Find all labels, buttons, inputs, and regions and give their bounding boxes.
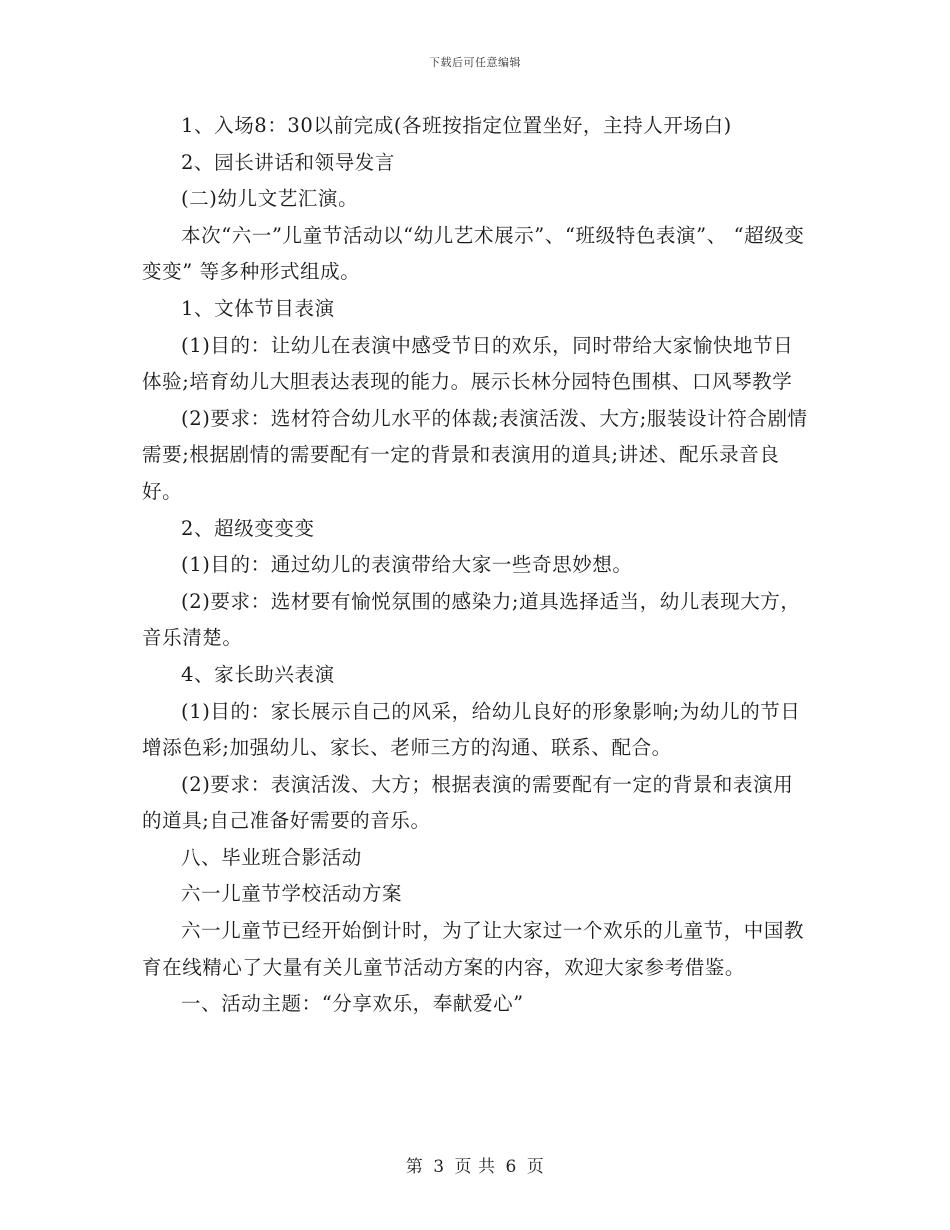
paragraph-plan-title: 六一儿童节学校活动方案: [181, 882, 403, 906]
footer-middle: 页 共: [454, 1157, 496, 1177]
paragraph-item-1-title: 1、文体节目表演: [181, 296, 335, 320]
paragraph-item-4-goal: (1)目的：家长展示自己的风采，给幼儿良好的形象影响;为幼儿的节日增添色彩;加强幼儿、家长、老师三方的沟通、联系、配合。: [142, 699, 801, 760]
page-header-note: 下载后可任意编辑: [429, 56, 521, 69]
paragraph-section-eight: 八、毕业班合影活动: [181, 845, 362, 869]
paragraph-speech: 2、园长讲话和领导发言: [181, 150, 396, 174]
paragraph-item-2-goal: (1)目的：通过幼儿的表演带给大家一些奇思妙想。: [181, 553, 633, 577]
paragraph-item-1-requirement: (2)要求：选材符合幼儿水平的体裁;表演活泼、大方;服装设计符合剧情需要;根据剧情的需要配有一定的背景和表演用的道具;讲述、配乐录音良好。: [142, 406, 808, 503]
paragraph-theme: 一、活动主题：“分享欢乐，奉献爱心”: [181, 992, 524, 1016]
paragraph-section-performance: (二)幼儿文艺汇演。: [181, 187, 359, 211]
paragraph-item-1-goal: (1)目的：让幼儿在表演中感受节日的欢乐，同时带给大家愉快地节日体验;培育幼儿大胆表达表现的能力。展示长林分园特色围棋、口风琴教学: [142, 333, 794, 394]
document-body: [142, 108, 810, 1023]
footer-prefix: 第: [405, 1157, 424, 1177]
footer-suffix: 页: [526, 1157, 545, 1177]
paragraph-intro: 本次“六一”儿童节活动以“幼儿艺术展示”、“班级特色表演”、 “超级变变变” 等多种形式组成。: [142, 223, 805, 284]
paragraph-item-2-requirement: (2)要求：选材要有愉悦氛围的感染力;道具选择适当，幼儿表现大方，音乐清楚。: [142, 589, 801, 650]
paragraph-item-4-title: 4、家长助兴表演: [181, 662, 335, 686]
paragraph-entrance: 1、入场8：30以前完成(各班按指定位置坐好，主持人开场白): [181, 114, 732, 137]
footer-current-page: 3: [433, 1157, 445, 1177]
paragraph-item-2-title: 2、超级变变变: [181, 516, 315, 540]
paragraph-item-4-requirement: (2)要求：表演活泼、大方；根据表演的需要配有一定的背景和表演用的道具;自己准备好需要的音乐。: [142, 772, 794, 833]
footer-total-pages: 6: [505, 1157, 517, 1177]
paragraph-plan-intro: 六一儿童节已经开始倒计时，为了让大家过一个欢乐的儿童节，中国教育在线精心了大量有关儿童节活动方案的内容，欢迎大家参考借鉴。: [142, 919, 805, 979]
page-footer: [0, 1152, 950, 1177]
